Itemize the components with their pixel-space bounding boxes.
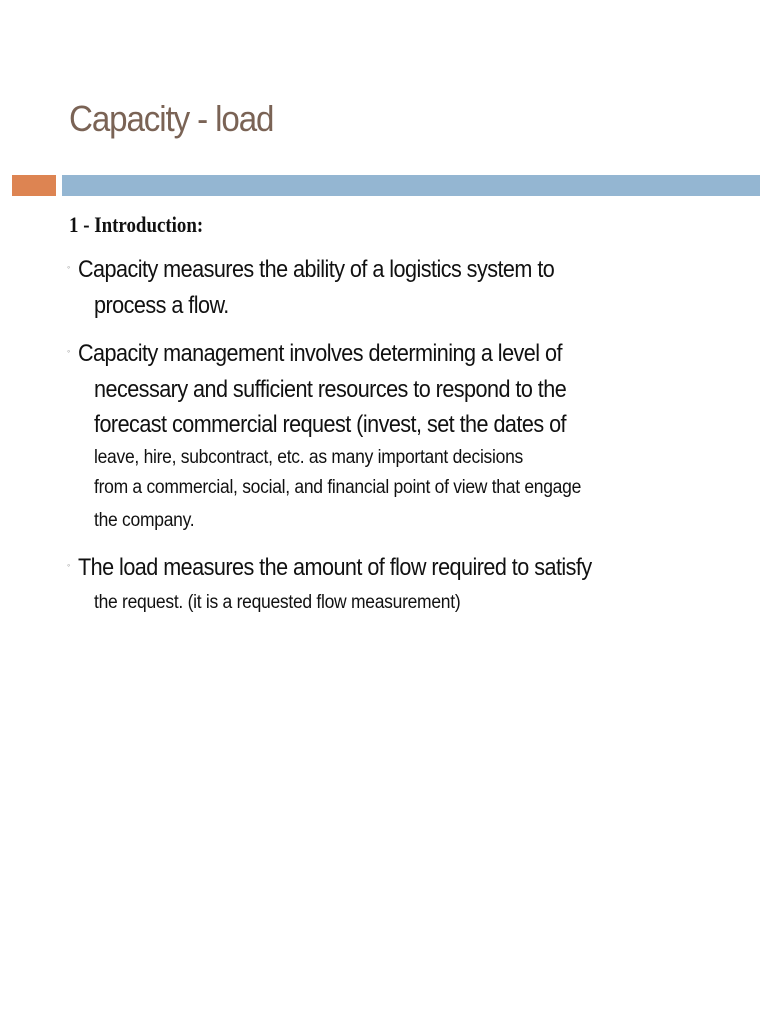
slide-title: Capacity - load — [69, 98, 274, 139]
bullet-line: necessary and sufficient resources to respond to the — [94, 376, 567, 403]
bullet-line: Capacity measures the ability of a logistics system to — [78, 256, 555, 283]
bullet-line: the company. — [94, 510, 195, 531]
bullet-line: The load measures the amount of flow required to satisfy — [78, 554, 592, 581]
bullet-line: leave, hire, subcontract, etc. as many important decisions — [94, 447, 523, 468]
accent-bar-blue — [62, 175, 760, 196]
bullet-line: the request. (it is a requested flow measurement) — [94, 592, 461, 613]
bullet-line: Capacity management involves determining a level of — [78, 340, 562, 367]
bullet-marker-icon: ◦ — [67, 262, 71, 272]
bullet-line: forecast commercial request (invest, set the dates of — [94, 411, 567, 438]
bullet-line: process a flow. — [94, 292, 229, 319]
bullet-line: from a commercial, social, and financial point of view that engage — [94, 477, 582, 498]
section-heading: 1 - Introduction: — [69, 212, 204, 237]
bullet-marker-icon: ◦ — [67, 560, 71, 570]
accent-bar-orange — [12, 175, 56, 196]
bullet-marker-icon: ◦ — [67, 346, 71, 356]
